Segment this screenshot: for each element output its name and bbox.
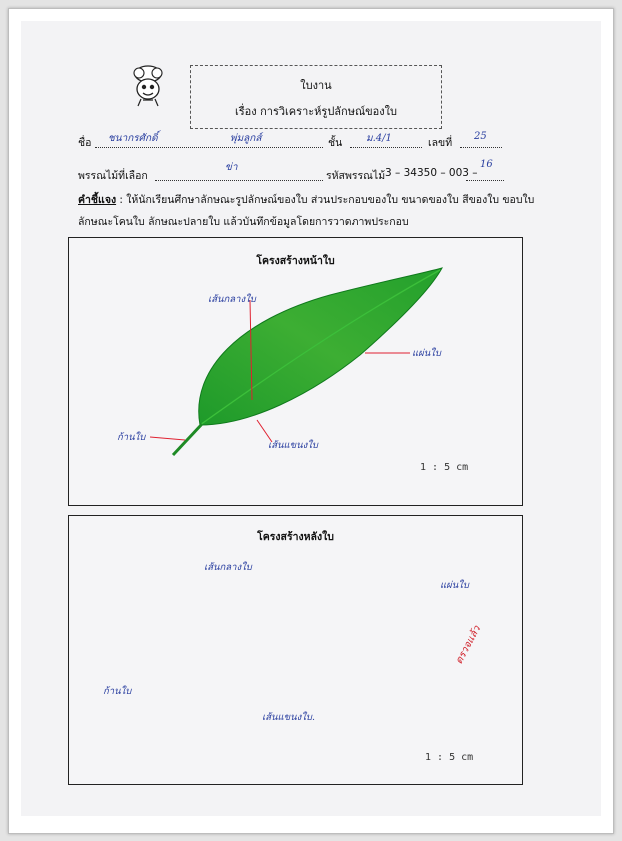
- code-suffix: 16: [480, 159, 493, 170]
- front-label-vein-side: เส้นแขนงใบ: [268, 440, 318, 451]
- teacher-signature: ตรวจแล้ว: [453, 624, 483, 667]
- plant-label: พรรณไม้ที่เลือก: [78, 170, 148, 182]
- front-panel-title: โครงสร้างหน้าใบ: [256, 255, 335, 267]
- front-pointer-petiole: [150, 437, 185, 440]
- name-label: ชื่อ: [78, 137, 92, 149]
- front-label-vein-main: เส้นกลางใบ: [208, 294, 256, 305]
- back-label-petiole: ก้านใบ: [103, 686, 132, 697]
- worksheet-title: ใบงาน: [300, 79, 332, 92]
- instructions-line2: ลักษณะโคนใบ ลักษณะปลายใบ แล้วบันทึกข้อมูลโดยการวาดภาพประกอบ: [78, 216, 409, 228]
- number-label: เลขที่: [428, 137, 453, 149]
- worksheet-subtitle: เรื่อง การวิเคราะห์รูปลักษณ์ของใบ: [234, 105, 398, 118]
- front-label-petiole: ก้านใบ: [117, 432, 146, 443]
- code-value: 3 – 34350 – 003 –: [385, 167, 478, 179]
- back-label-vein-main: เส้นกลางใบ: [204, 562, 252, 573]
- class-value: ม.4/1: [366, 133, 392, 144]
- code-label: รหัสพรรณไม้: [326, 170, 386, 182]
- surname-value: พุ่มลูกส์: [230, 133, 262, 144]
- front-scale: 1 : 5 cm: [420, 462, 469, 473]
- back-label-blade: แผ่นใบ: [440, 580, 469, 591]
- number-value: 25: [474, 131, 487, 142]
- back-label-vein-side: เส้นแขนงใบ.: [262, 712, 315, 723]
- instructions-heading: คำชี้แจง: [78, 194, 117, 206]
- back-panel-title: โครงสร้างหลังใบ: [257, 531, 334, 543]
- back-scale: 1 : 5 cm: [425, 752, 474, 763]
- front-label-blade: แผ่นใบ: [412, 348, 441, 359]
- plant-value: ข่า: [225, 162, 238, 173]
- back-leaf-panel: [68, 515, 523, 785]
- class-label: ชั้น: [328, 137, 343, 149]
- name-value: ชนากรศักดิ์: [108, 133, 158, 144]
- instructions-line1: : ให้นักเรียนศึกษาลักษณะรูปลักษณ์ของใบ ส่วนประกอบของใบ ขนาดของใบ สีของใบ ขอบใบ: [116, 194, 535, 206]
